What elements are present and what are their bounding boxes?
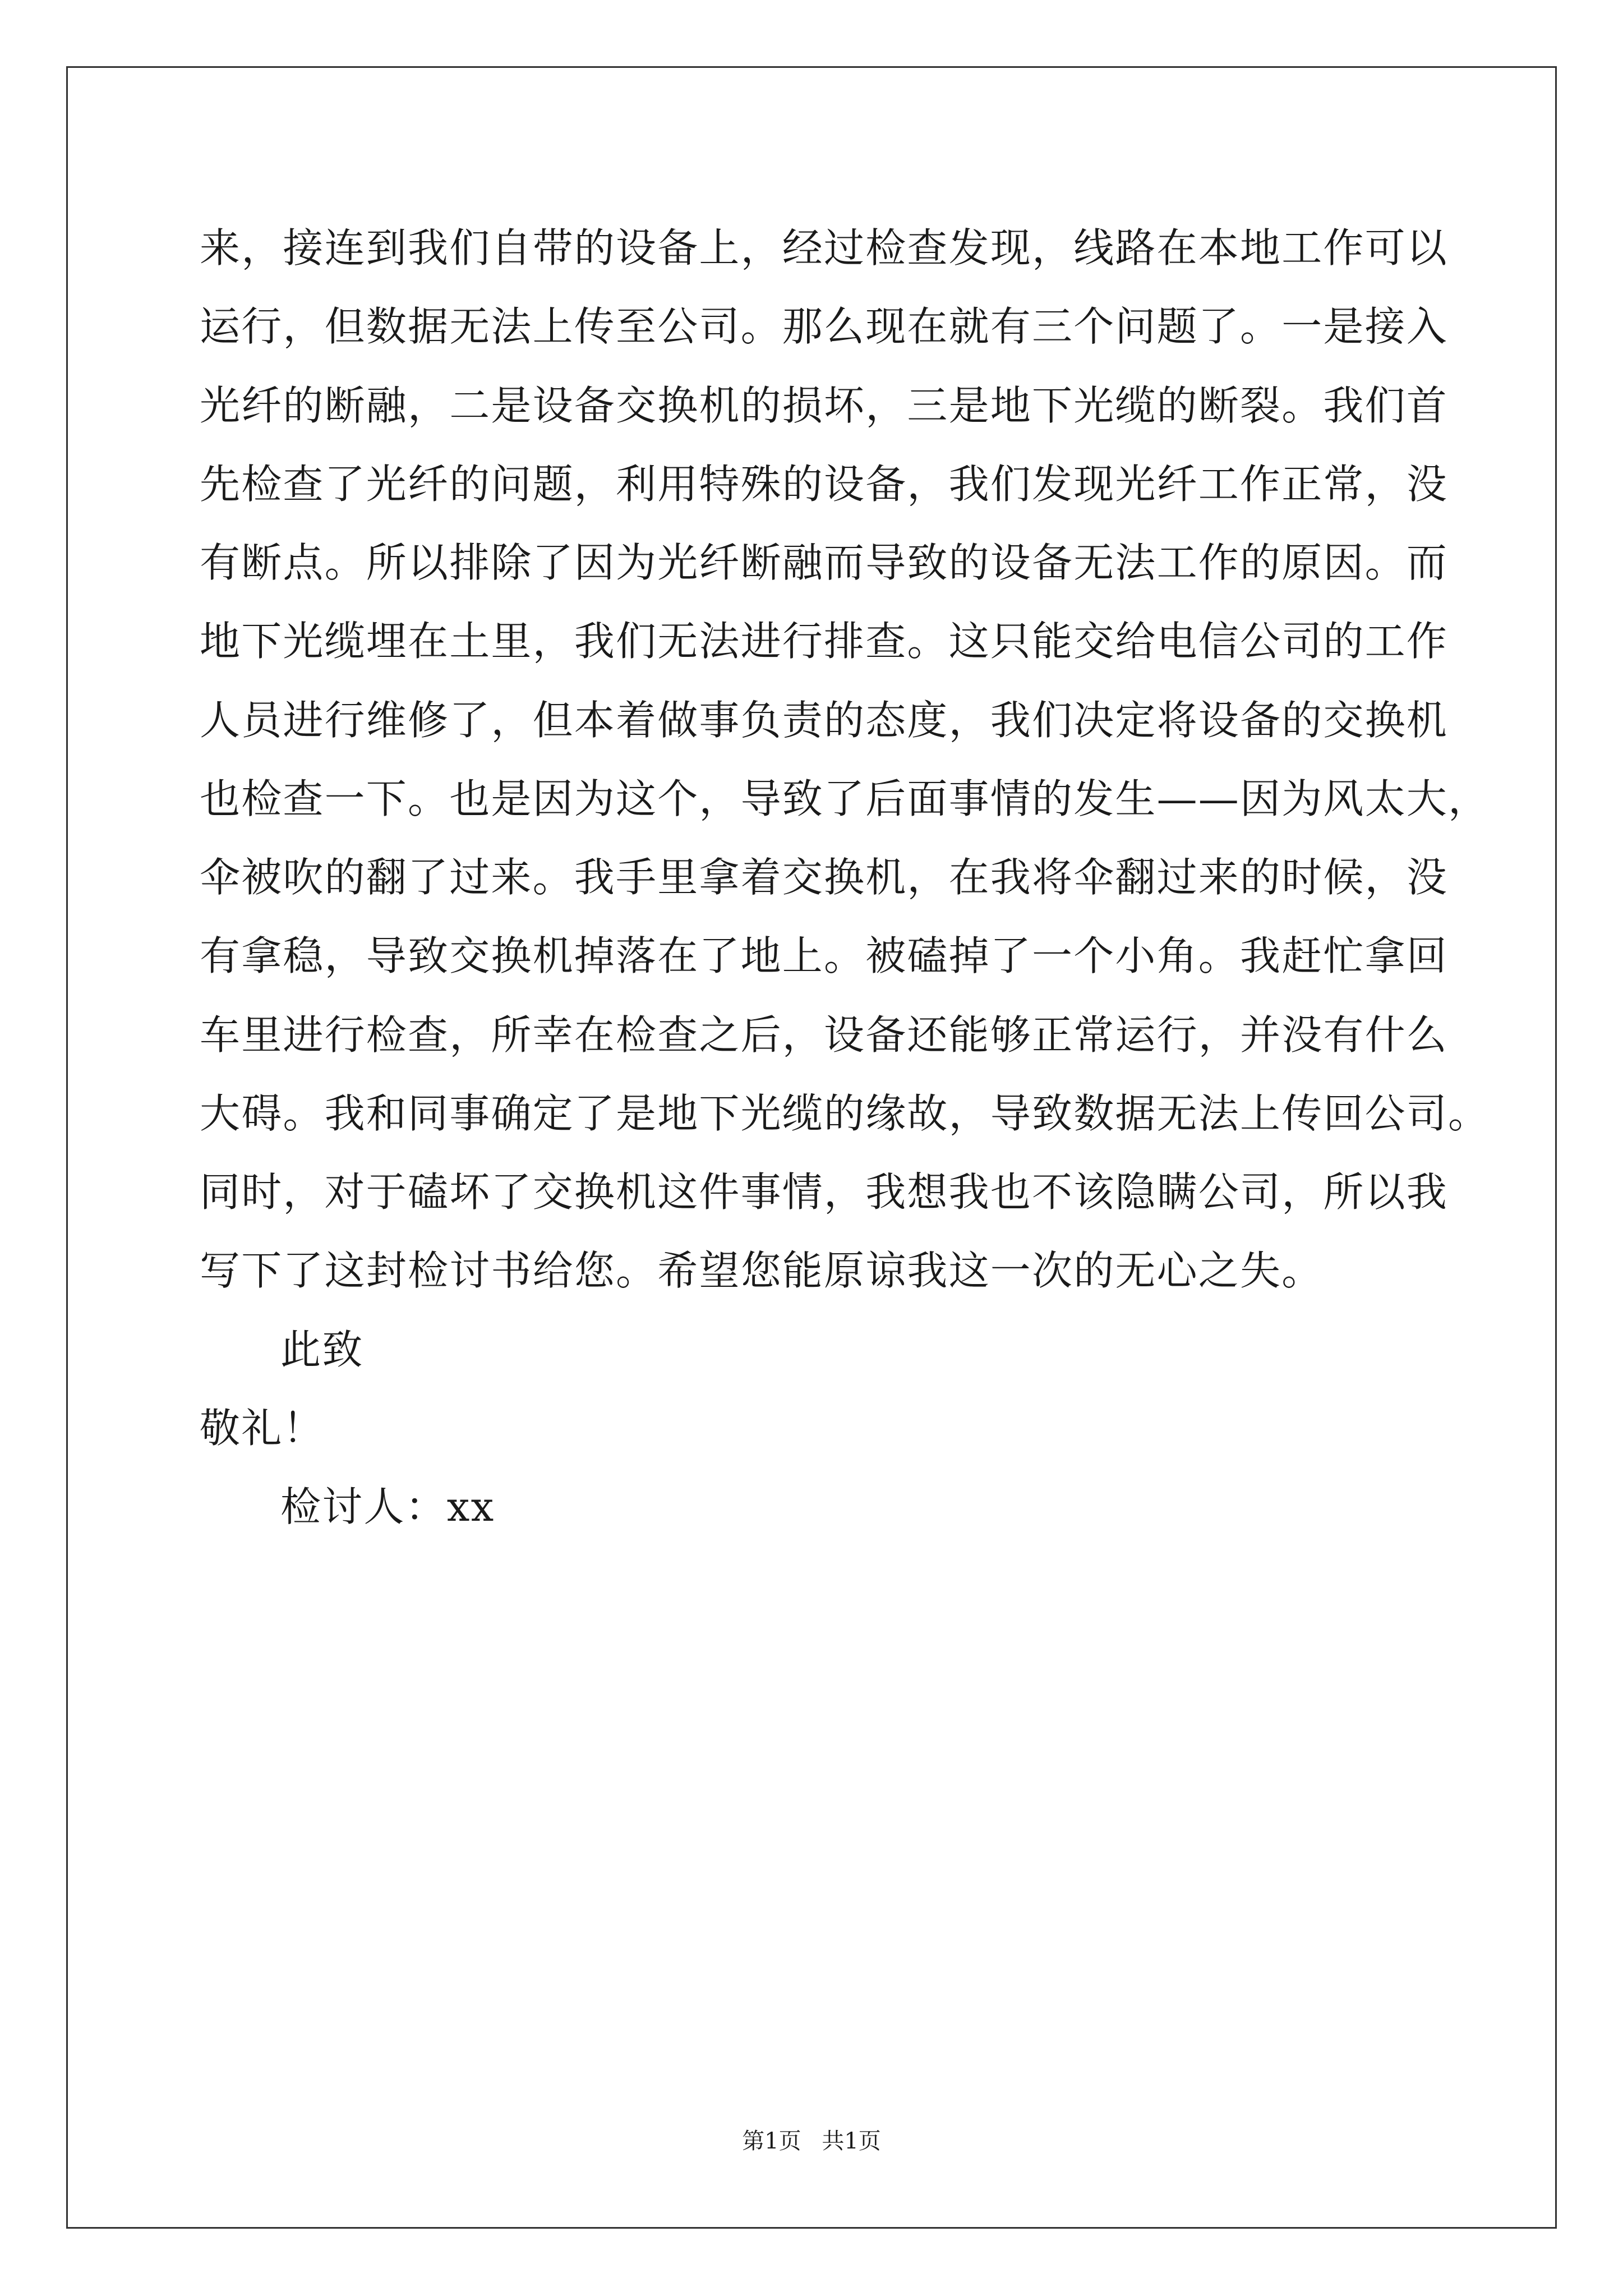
body-line: 车里进行检查，所幸在检查之后，设备还能够正常运行，并没有什么: [200, 1011, 1449, 1059]
salute-line: 敬礼！: [200, 1405, 325, 1452]
body-line: 有断点。所以排除了因为光纤断融而导致的设备无法工作的原因。而: [200, 539, 1449, 586]
body-line: 运行，但数据无法上传至公司。那么现在就有三个问题了。一是接入: [200, 303, 1449, 350]
signature-line: 检讨人：xx: [280, 1483, 495, 1530]
body-line: 先检查了光纤的问题，利用特殊的设备，我们发现光纤工作正常，没: [200, 461, 1449, 508]
body-line: 大碍。我和同事确定了是地下光缆的缘故，导致数据无法上传回公司。: [200, 1090, 1490, 1137]
body-line: 写下了这封检讨书给您。希望您能原谅我这一次的无心之失。: [200, 1247, 1324, 1294]
closing-line: 此致: [280, 1326, 364, 1373]
body-line: 同时，对于磕坏了交换机这件事情，我想我也不该隐瞒公司，所以我: [200, 1168, 1449, 1216]
body-line: 人员进行维修了，但本着做事负责的态度，我们决定将设备的交换机: [200, 697, 1449, 744]
page-footer: [0, 2129, 1623, 2154]
body-line: 地下光缆埋在土里，我们无法进行排查。这只能交给电信公司的工作: [200, 618, 1449, 665]
body-line: 光纤的断融，二是设备交换机的损坏，三是地下光缆的断裂。我们首: [200, 382, 1449, 429]
body-line: 有拿稳，导致交换机掉落在了地上。被磕掉了一个小角。我赶忙拿回: [200, 932, 1449, 979]
body-line: 伞被吹的翻了过来。我手里拿着交换机，在我将伞翻过来的时候，没: [200, 854, 1449, 901]
body-line: 也检查一下。也是因为这个，导致了后面事情的发生——因为风太大，: [200, 775, 1490, 822]
body-line: 来，接连到我们自带的设备上，经过检查发现，线路在本地工作可以: [200, 224, 1449, 272]
page-number-current: 第1页: [742, 2128, 801, 2154]
page-number-total: 共1页: [822, 2128, 881, 2154]
